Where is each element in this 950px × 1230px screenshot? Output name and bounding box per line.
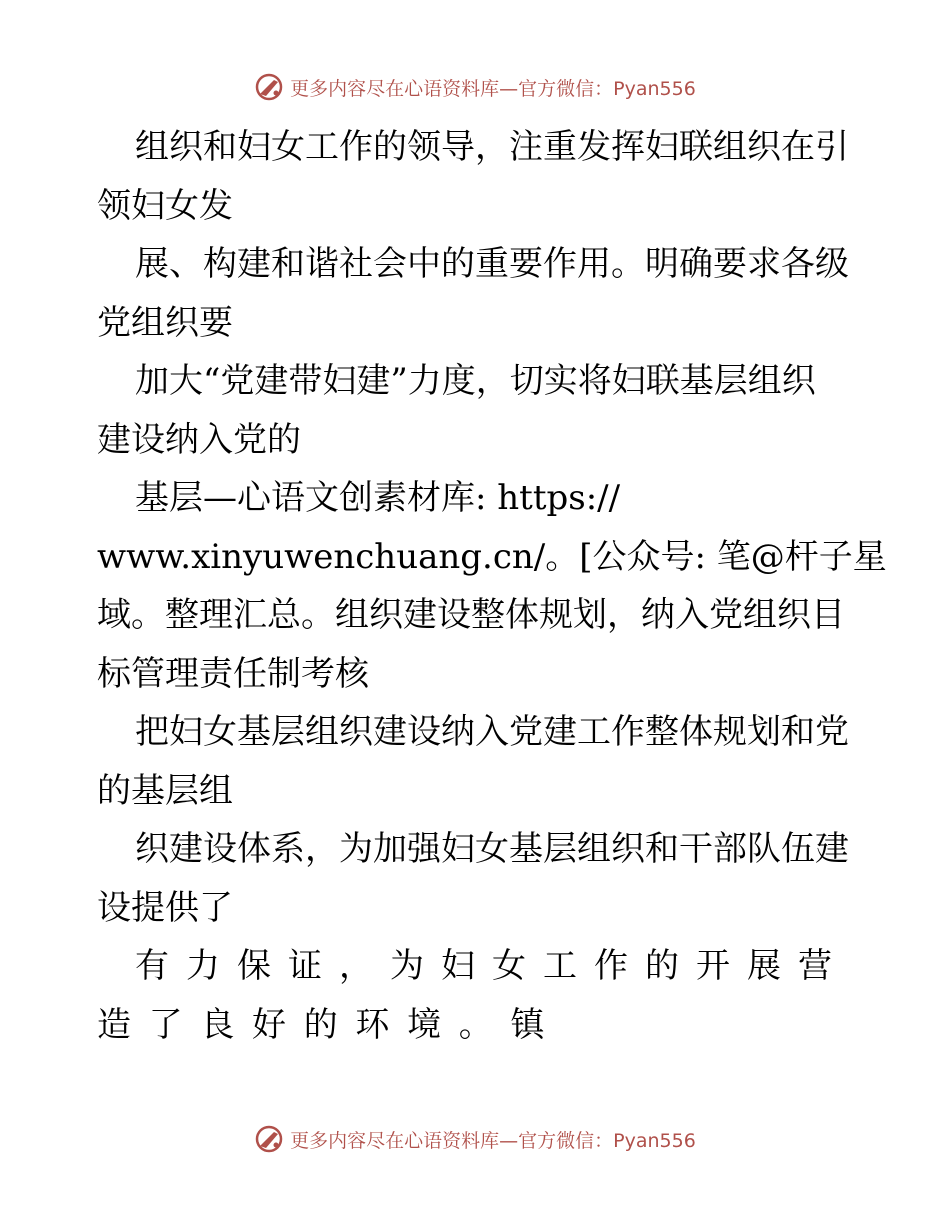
brush-logo-icon bbox=[254, 1124, 284, 1154]
text-line: 党组织要 bbox=[97, 302, 233, 343]
footer-watermark-banner bbox=[0, 1124, 950, 1154]
text-line: 基层—心语文创素材库: https:// bbox=[135, 478, 621, 518]
text-line: 标管理责任制考核 bbox=[97, 653, 369, 694]
text-line: 组织和妇女工作的领导，注重发挥妇联组织在引 bbox=[135, 127, 849, 167]
brush-logo-icon bbox=[254, 72, 284, 102]
text-line: 建设纳入党的 bbox=[97, 419, 301, 460]
text-line: 域。整理汇总。组织建设整体规划，纳入党组织目 bbox=[97, 595, 845, 635]
header-watermark-text: 更多内容尽在心语资料库—官方微信：Pyan556 bbox=[290, 77, 696, 100]
text-line: 加大“党建带妇建”力度，切实将妇联基层组织 bbox=[135, 361, 816, 401]
header-watermark-banner bbox=[0, 72, 950, 102]
text-line: 造了良好的环境。镇 bbox=[97, 1004, 563, 1045]
footer-wechat-id: Pyan556 bbox=[613, 1129, 696, 1152]
text-line: 的基层组 bbox=[97, 770, 233, 811]
document-body bbox=[97, 118, 887, 1054]
text-line: 展、构建和谐社会中的重要作用。明确要求各级 bbox=[135, 244, 849, 284]
text-line: 有力保证，为妇女工作的开展营 bbox=[135, 946, 849, 986]
footer-watermark-text: 更多内容尽在心语资料库—官方微信：Pyan556 bbox=[290, 1129, 696, 1152]
text-line: www.xinyuwenchuang.cn/。[公众号: 笔@杆子星 bbox=[97, 536, 887, 577]
header-wechat-id: Pyan556 bbox=[613, 77, 696, 100]
text-line: 把妇女基层组织建设纳入党建工作整体规划和党 bbox=[135, 712, 849, 752]
text-line: 设提供了 bbox=[97, 887, 233, 928]
text-line: 织建设体系，为加强妇女基层组织和干部队伍建 bbox=[135, 829, 849, 869]
text-line: 领妇女发 bbox=[97, 185, 233, 226]
